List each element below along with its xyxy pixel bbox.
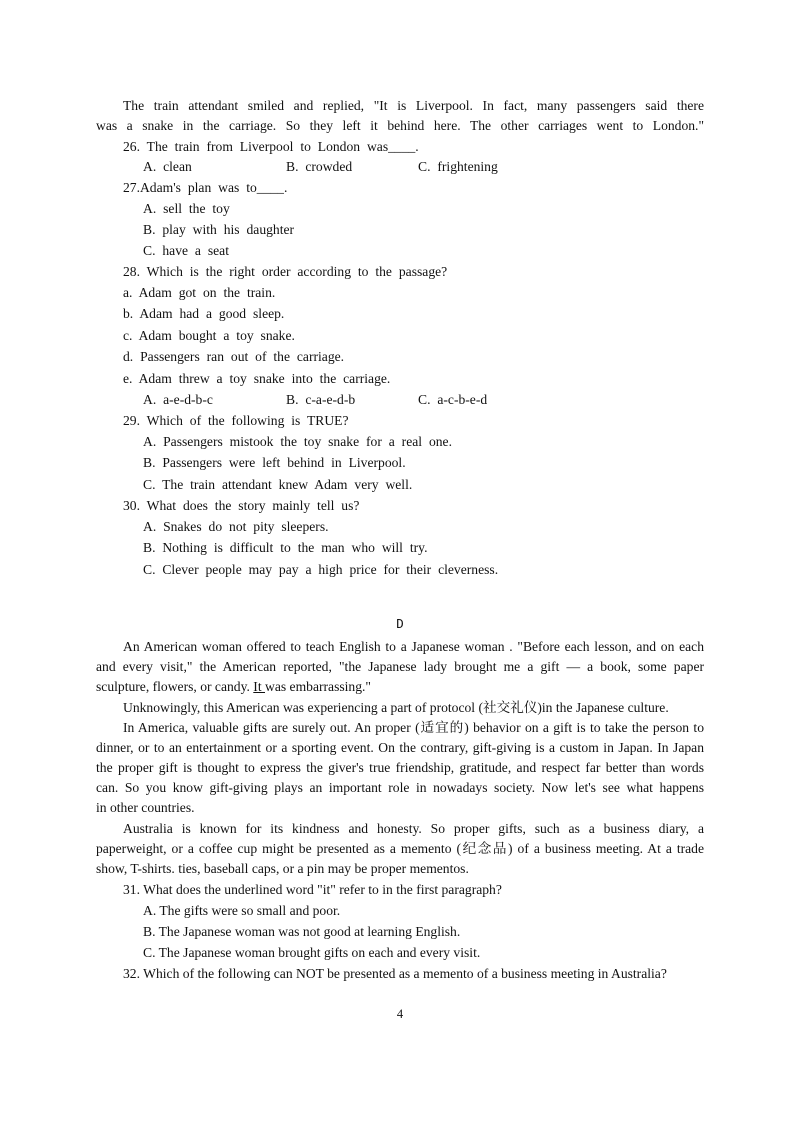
event-a: a. Adam got on the train.: [123, 285, 276, 300]
option-c[interactable]: C. The train attendant knew Adam very well.: [143, 477, 413, 492]
option-c[interactable]: C. have a seat: [143, 243, 229, 258]
question-30-stem: 30. What does the story mainly tell us?: [123, 498, 360, 513]
passage-line: and every visit," the American reported, "the Japanese lady brought me a gift — a book, some paper: [96, 659, 704, 674]
passage-line: Unknowingly, this American was experiencing a part of protocol (社交礼仪)in the Japanese culture.: [123, 700, 669, 715]
underlined-word-it: It: [253, 679, 265, 694]
passage-line: [96, 677, 704, 697]
option-b[interactable]: B. crowded: [286, 159, 353, 174]
option-a[interactable]: A. The gifts were so small and poor.: [143, 903, 341, 918]
passage-line: In America, valuable gifts are surely out. An proper (适宜的) behavior on a gift is to take the person to: [123, 720, 704, 735]
passage-line: An American woman offered to teach English to a Japanese woman . "Before each lesson, and on each: [123, 639, 704, 654]
option-b[interactable]: B. The Japanese woman was not good at learning English.: [143, 924, 461, 939]
event-d: d. Passengers ran out of the carriage.: [123, 349, 345, 364]
question-32-stem: 32. Which of the following can NOT be presented as a memento of a business meeting in Australia?: [123, 966, 667, 981]
passage-line: The train attendant smiled and replied, "It is Liverpool. In fact, many passengers said there: [123, 98, 704, 113]
option-c[interactable]: C. The Japanese woman brought gifts on each and every visit.: [143, 945, 481, 960]
question-28-stem: 28. Which is the right order according to the passage?: [123, 264, 448, 279]
passage-line: was a snake in the carriage. So they left it behind here. The other carriages went to London.": [96, 118, 704, 133]
option-c[interactable]: C. a-c-b-e-d: [418, 392, 488, 407]
text-segment: sculpture, flowers, or candy.: [96, 679, 254, 694]
passage-line: show, T-shirts. ties, baseball caps, or a pin may be proper mementos.: [96, 861, 469, 876]
option-a[interactable]: A. clean: [143, 159, 192, 174]
question-27-stem: 27.Adam's plan was to____.: [123, 180, 288, 195]
option-a[interactable]: A. Passengers mistook the toy snake for a real one.: [143, 434, 452, 449]
section-heading: D: [396, 616, 404, 631]
question-26-stem: 26. The train from Liverpool to London was____.: [123, 139, 419, 154]
event-c: c. Adam bought a toy snake.: [123, 328, 295, 343]
passage-line: can. So you know gift-giving plays an important role in nowadays society. Now let's see what happens: [96, 780, 704, 795]
option-c[interactable]: C. Clever people may pay a high price for their cleverness.: [143, 562, 499, 577]
event-e: e. Adam threw a toy snake into the carriage.: [123, 371, 391, 386]
option-b[interactable]: B. play with his daughter: [143, 222, 295, 237]
option-b[interactable]: B. Nothing is difficult to the man who will try.: [143, 540, 428, 555]
text-segment: was embarrassing.": [265, 679, 371, 694]
question-31-stem: 31. What does the underlined word "it" refer to in the first paragraph?: [123, 882, 502, 897]
option-a[interactable]: A. sell the toy: [143, 201, 230, 216]
option-c[interactable]: C. frightening: [418, 159, 498, 174]
option-b[interactable]: B. c-a-e-d-b: [286, 392, 356, 407]
passage-line: the proper gift is thought to express the giver's true friendship, gratitude, and respect far better than words: [96, 760, 704, 775]
page-number: 4: [396, 1007, 404, 1021]
question-26-options: [143, 157, 704, 177]
option-b[interactable]: B. Passengers were left behind in Liverpool.: [143, 455, 406, 470]
event-b: b. Adam had a good sleep.: [123, 306, 285, 321]
passage-line: dinner, or to an entertainment or a sporting event. On the contrary, gift-giving is a custom in Japan. In Japan: [96, 740, 704, 755]
option-a[interactable]: A. Snakes do not pity sleepers.: [143, 519, 329, 534]
question-28-options: [143, 390, 704, 410]
question-29-stem: 29. Which of the following is TRUE?: [123, 413, 349, 428]
option-a[interactable]: A. a-e-d-b-c: [143, 392, 213, 407]
passage-line: in other countries.: [96, 800, 195, 815]
passage-line: paperweight, or a coffee cup might be presented as a memento (纪念品) of a business meeting. At a trade: [96, 841, 704, 856]
passage-line: Australia is known for its kindness and honesty. So proper gifts, such as a business diary, a: [123, 821, 704, 836]
